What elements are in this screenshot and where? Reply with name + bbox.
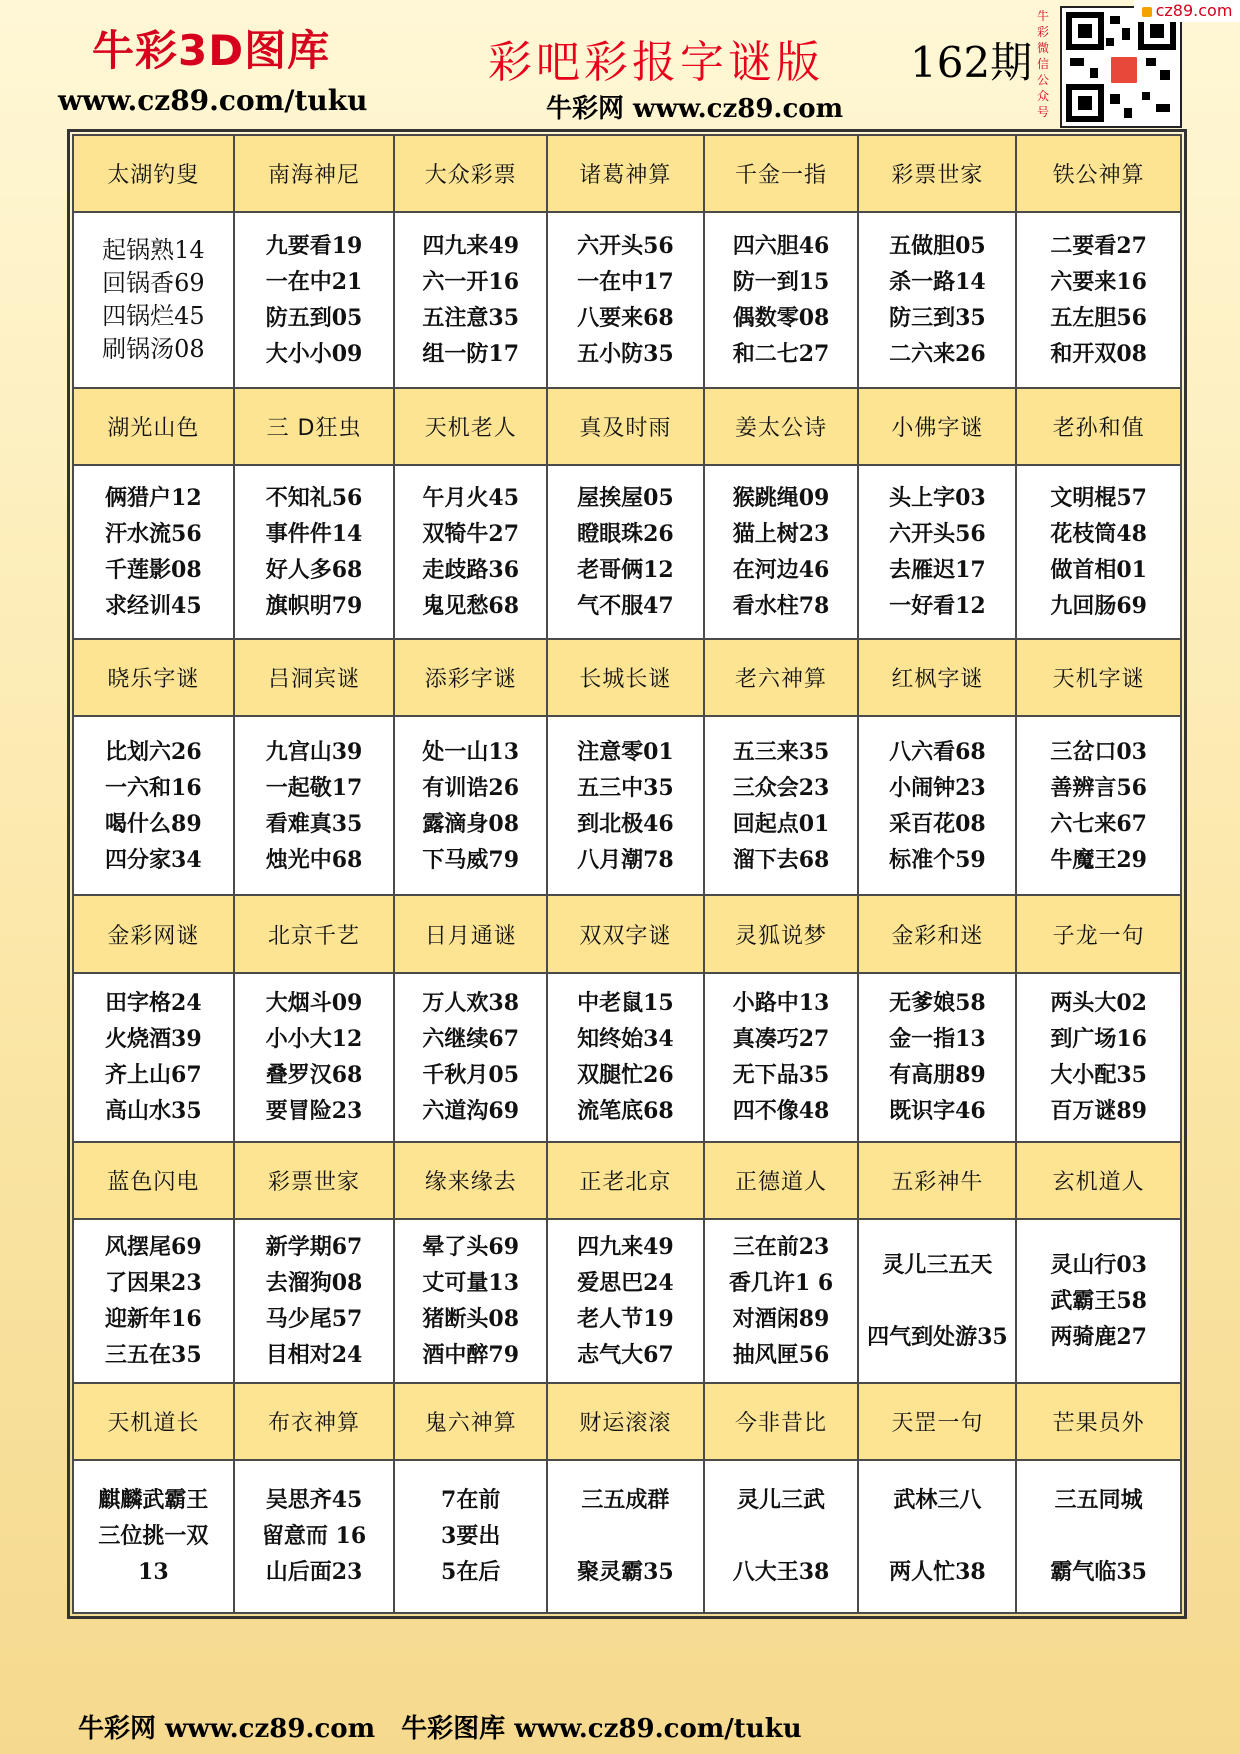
puzzle-line: 看难真35 — [265, 810, 363, 837]
column-header: 湖光山色 — [73, 388, 234, 465]
puzzle-line: 采百花08 — [889, 810, 986, 837]
puzzle-line: 花枝筒48 — [1050, 520, 1147, 547]
column-header: 长城长谜 — [547, 639, 704, 716]
footer-left-url[interactable]: 牛彩网 www.cz89.com — [78, 1714, 376, 1744]
puzzle-line: 13 — [138, 1559, 169, 1586]
puzzle-line: 有训诰26 — [422, 774, 520, 801]
footer — [78, 1708, 828, 1745]
puzzle-cell — [394, 1219, 547, 1382]
puzzle-line: 爱思巴24 — [577, 1269, 674, 1296]
puzzle-line: 俩猎户12 — [105, 484, 202, 511]
column-header: 三 D狂虫 — [234, 388, 395, 465]
column-header: 南海神尼 — [234, 135, 395, 212]
puzzle-line: 回起点01 — [732, 810, 830, 837]
column-header: 五彩神牛 — [858, 1142, 1016, 1219]
puzzle-line: 去雁迟17 — [889, 556, 986, 583]
puzzle-line: 三五同城 — [1054, 1487, 1143, 1514]
spacer — [859, 1283, 1015, 1319]
puzzle-line: 二六来26 — [889, 341, 986, 368]
column-header: 老六神算 — [704, 639, 859, 716]
puzzle-line: 一在中21 — [265, 269, 363, 296]
site-badge-text: cz89.com — [1155, 1, 1233, 20]
column-header: 彩票世家 — [234, 1142, 395, 1219]
column-header: 吕洞宾谜 — [234, 639, 395, 716]
puzzle-cell — [234, 716, 395, 895]
column-header: 千金一指 — [704, 135, 859, 212]
puzzle-line: 三岔口03 — [1050, 738, 1147, 765]
puzzle-cell — [394, 212, 547, 387]
header-row — [73, 388, 1181, 465]
column-header: 芒果员外 — [1016, 1383, 1181, 1460]
puzzle-line: 田字格24 — [105, 990, 202, 1017]
column-header: 双双字谜 — [547, 895, 704, 972]
column-header: 铁公神算 — [1016, 135, 1181, 212]
puzzle-line: 牛魔王29 — [1050, 846, 1147, 873]
puzzle-line: 下马威79 — [422, 846, 520, 873]
puzzle-line: 和开双08 — [1050, 341, 1147, 368]
puzzle-line: 叠罗汉68 — [265, 1062, 363, 1089]
puzzle-line: 六开头56 — [889, 520, 986, 547]
column-header: 天罡一句 — [858, 1383, 1016, 1460]
puzzle-line: 在河边46 — [732, 556, 830, 583]
puzzle-line: 猴跳绳09 — [732, 484, 830, 511]
puzzle-line: 风摆尾69 — [105, 1233, 202, 1260]
puzzle-line: 注意零01 — [577, 738, 674, 765]
puzzle-line: 五小防35 — [577, 341, 674, 368]
puzzle-line: 千秋月05 — [422, 1062, 520, 1089]
column-header: 诸葛神算 — [547, 135, 704, 212]
puzzle-line: 吴思齐45 — [265, 1487, 363, 1514]
puzzle-line: 聚灵霸35 — [577, 1559, 674, 1586]
puzzle-cell — [704, 973, 859, 1142]
puzzle-line: 有高朋89 — [889, 1062, 986, 1089]
puzzle-line: 留意而 16 — [261, 1523, 367, 1550]
column-header: 添彩字谜 — [394, 639, 547, 716]
puzzle-line: 对酒闲89 — [732, 1305, 830, 1332]
puzzle-line: 到广场16 — [1050, 1026, 1147, 1053]
puzzle-line: 高山水35 — [105, 1098, 202, 1125]
puzzle-cell — [73, 716, 234, 895]
puzzle-line: 无爹娘58 — [889, 990, 986, 1017]
puzzle-line: 四分家34 — [105, 846, 202, 873]
puzzle-line: 六开头56 — [577, 233, 674, 260]
column-header: 红枫字谜 — [858, 639, 1016, 716]
puzzle-line: 善辨言56 — [1050, 774, 1147, 801]
puzzle-cell — [394, 465, 547, 638]
qr-code-icon — [1060, 6, 1182, 128]
puzzle-line: 防三到35 — [889, 305, 986, 332]
puzzle-line: 九宫山39 — [265, 738, 363, 765]
puzzle-line: 一好看12 — [889, 592, 986, 619]
column-header: 金彩和迷 — [858, 895, 1016, 972]
content-row — [73, 973, 1181, 1142]
puzzle-line: 汗水流56 — [105, 520, 202, 547]
puzzle-line: 猫上树23 — [732, 520, 830, 547]
puzzle-line: 要冒险23 — [265, 1098, 363, 1125]
puzzle-line: 5在后 — [441, 1559, 501, 1586]
puzzle-line: 回锅香69 — [102, 269, 205, 298]
puzzle-line: 知终始34 — [577, 1026, 674, 1053]
puzzle-line: 鬼见愁68 — [422, 592, 520, 619]
puzzle-line: 五三中35 — [577, 774, 674, 801]
column-header: 蓝色闪电 — [73, 1142, 234, 1219]
puzzle-line: 大烟斗09 — [265, 990, 363, 1017]
puzzle-cell — [547, 973, 704, 1142]
puzzle-line: 抽风匣56 — [732, 1341, 830, 1368]
header-row — [73, 1383, 1181, 1460]
header-row — [73, 1142, 1181, 1219]
qr-logo-icon — [1108, 54, 1140, 86]
puzzle-line: 一在中17 — [577, 269, 674, 296]
puzzle-line: 武林三八 — [893, 1487, 982, 1514]
puzzle-line: 志气大67 — [577, 1341, 674, 1368]
column-header: 灵狐说梦 — [704, 895, 859, 972]
puzzle-line: 防一到15 — [732, 269, 830, 296]
puzzle-line: 标准个59 — [889, 846, 986, 873]
puzzle-line: 老人节19 — [577, 1305, 674, 1332]
spacer — [1017, 1518, 1180, 1554]
column-header: 正德道人 — [704, 1142, 859, 1219]
puzzle-cell — [547, 1219, 704, 1382]
puzzle-line: 比划六26 — [105, 738, 202, 765]
puzzle-cell — [73, 973, 234, 1142]
puzzle-line: 八月潮78 — [577, 846, 674, 873]
puzzle-line: 猪断头08 — [422, 1305, 520, 1332]
puzzle-table — [72, 134, 1182, 1614]
puzzle-line: 万人欢38 — [422, 990, 520, 1017]
puzzle-line: 八要来68 — [577, 305, 674, 332]
puzzle-line: 小路中13 — [732, 990, 830, 1017]
column-header: 玄机道人 — [1016, 1142, 1181, 1219]
puzzle-line: 香几许1 6 — [728, 1269, 834, 1296]
wechat-label: 牛彩微信公众号 — [1036, 9, 1049, 119]
puzzle-line: 四锅烂45 — [102, 302, 205, 331]
puzzle-line: 六道沟69 — [422, 1098, 520, 1125]
column-header: 鬼六神算 — [394, 1383, 547, 1460]
puzzle-line: 瞪眼珠26 — [577, 520, 674, 547]
puzzle-line: 灵儿三五天 — [882, 1251, 993, 1278]
puzzle-line: 小小大12 — [265, 1026, 363, 1053]
puzzle-cell — [704, 465, 859, 638]
puzzle-line: 马少尾57 — [265, 1305, 363, 1332]
header-row — [73, 135, 1181, 212]
puzzle-cell — [704, 1219, 859, 1382]
puzzle-line: 六继续67 — [422, 1026, 520, 1053]
puzzle-line: 齐上山67 — [105, 1062, 202, 1089]
puzzle-line: 好人多68 — [265, 556, 363, 583]
puzzle-cell — [73, 1219, 234, 1382]
puzzle-cell — [704, 716, 859, 895]
puzzle-line: 既识字46 — [889, 1098, 986, 1125]
puzzle-line: 大小小09 — [265, 341, 363, 368]
puzzle-line: 晕了头69 — [422, 1233, 520, 1260]
footer-right-url[interactable]: 牛彩图库 www.cz89.com/tuku — [401, 1714, 802, 1744]
puzzle-line: 三五成群 — [581, 1487, 670, 1514]
puzzle-line: 新学期67 — [265, 1233, 363, 1260]
puzzle-line: 五左胆56 — [1050, 305, 1147, 332]
puzzle-line: 两头大02 — [1050, 990, 1147, 1017]
puzzle-line: 双犄牛27 — [422, 520, 520, 547]
puzzle-cell — [234, 465, 395, 638]
puzzle-line: 走歧路36 — [422, 556, 520, 583]
puzzle-line: 双腿忙26 — [577, 1062, 674, 1089]
puzzle-line: 麒麟武霸王 — [98, 1487, 209, 1514]
puzzle-line: 金一指13 — [889, 1026, 986, 1053]
puzzle-line: 文明棍57 — [1050, 484, 1147, 511]
puzzle-line: 山后面23 — [265, 1559, 363, 1586]
puzzle-line: 一起敬17 — [265, 774, 363, 801]
puzzle-line: 真凑巧27 — [732, 1026, 830, 1053]
puzzle-line: 小闹钟23 — [889, 774, 986, 801]
spacer — [548, 1518, 703, 1554]
puzzle-cell — [73, 465, 234, 638]
column-header: 太湖钓叟 — [73, 135, 234, 212]
puzzle-line: 三五在35 — [105, 1341, 202, 1368]
puzzle-line: 屋挨屋05 — [577, 484, 674, 511]
puzzle-line: 无下品35 — [732, 1062, 830, 1089]
puzzle-line: 六要来16 — [1050, 269, 1147, 296]
puzzle-line: 两骑鹿27 — [1050, 1323, 1147, 1350]
puzzle-cell — [704, 1460, 859, 1613]
puzzle-line: 丈可量13 — [422, 1269, 520, 1296]
puzzle-line: 防五到05 — [265, 305, 363, 332]
puzzle-line: 组一防17 — [422, 341, 520, 368]
puzzle-line: 八六看68 — [889, 738, 986, 765]
puzzle-line: 四气到处游35 — [867, 1323, 1008, 1350]
puzzle-cell — [394, 973, 547, 1142]
lock-icon — [1142, 7, 1152, 17]
column-header: 天机字谜 — [1016, 639, 1181, 716]
puzzle-line: 四不像48 — [732, 1098, 830, 1125]
puzzle-line: 刷锅汤08 — [102, 335, 205, 364]
puzzle-line: 旗帜明79 — [265, 592, 363, 619]
column-header: 晓乐字谜 — [73, 639, 234, 716]
puzzle-cell — [1016, 973, 1181, 1142]
puzzle-line: 头上字03 — [889, 484, 986, 511]
puzzle-line: 目相对24 — [265, 1341, 363, 1368]
puzzle-line: 酒中醉79 — [422, 1341, 520, 1368]
column-header: 日月通谜 — [394, 895, 547, 972]
puzzle-line: 五注意35 — [422, 305, 520, 332]
column-header: 北京千艺 — [234, 895, 395, 972]
column-header: 彩票世家 — [858, 135, 1016, 212]
puzzle-line: 四九来49 — [422, 233, 520, 260]
puzzle-line: 六七来67 — [1050, 810, 1147, 837]
qr-finder — [1066, 12, 1104, 50]
puzzle-line: 五做胆05 — [889, 233, 986, 260]
puzzle-line: 三位挑一双 — [98, 1523, 209, 1550]
puzzle-cell — [858, 1460, 1016, 1613]
puzzle-cell — [547, 465, 704, 638]
puzzle-line: 溜下去68 — [732, 846, 830, 873]
puzzle-line: 灵山行03 — [1050, 1251, 1147, 1278]
issue-number: 162期 — [910, 38, 1033, 87]
column-header: 布衣神算 — [234, 1383, 395, 1460]
puzzle-line: 迎新年16 — [105, 1305, 202, 1332]
spacer — [859, 1518, 1015, 1554]
column-header: 今非昔比 — [704, 1383, 859, 1460]
puzzle-line: 事件件14 — [265, 520, 363, 547]
puzzle-cell — [394, 716, 547, 895]
content-row — [73, 212, 1181, 387]
puzzle-cell — [234, 212, 395, 387]
puzzle-line: 杀一路14 — [889, 269, 986, 296]
sub-url[interactable]: 牛彩网 www.cz89.com — [546, 94, 844, 124]
brand-title: 牛彩3D图库 — [92, 26, 331, 75]
puzzle-line: 三众会23 — [732, 774, 830, 801]
content-row — [73, 465, 1181, 638]
puzzle-line: 五三来35 — [732, 738, 830, 765]
puzzle-cell — [858, 465, 1016, 638]
column-header: 缘来缘去 — [394, 1142, 547, 1219]
puzzle-line: 流笔底68 — [577, 1098, 674, 1125]
puzzle-line: 偶数零08 — [732, 305, 830, 332]
puzzle-line: 九回肠69 — [1050, 592, 1147, 619]
puzzle-cell — [1016, 716, 1181, 895]
puzzle-line: 喝什么89 — [105, 810, 202, 837]
puzzle-cell — [234, 1460, 395, 1613]
puzzle-cell — [1016, 1460, 1181, 1613]
puzzle-line: 和二七27 — [732, 341, 830, 368]
puzzle-cell — [547, 716, 704, 895]
puzzle-line: 四九来49 — [577, 1233, 674, 1260]
puzzle-cell — [704, 212, 859, 387]
puzzle-cell — [1016, 465, 1181, 638]
puzzle-line: 两人忙38 — [889, 1559, 986, 1586]
puzzle-cell — [234, 1219, 395, 1382]
brand-url[interactable]: www.cz89.com/tuku — [58, 84, 368, 117]
puzzle-line: 处一山13 — [422, 738, 520, 765]
puzzle-line: 火烧酒39 — [105, 1026, 202, 1053]
column-header: 大众彩票 — [394, 135, 547, 212]
puzzle-line: 四六胆46 — [732, 233, 830, 260]
column-header: 子龙一句 — [1016, 895, 1181, 972]
puzzle-line: 百万谜89 — [1050, 1098, 1147, 1125]
column-header: 金彩网谜 — [73, 895, 234, 972]
puzzle-line: 3要出 — [441, 1523, 501, 1550]
spacer — [705, 1518, 858, 1554]
puzzle-line: 灵儿三武 — [737, 1487, 826, 1514]
puzzle-cell — [1016, 212, 1181, 387]
puzzle-line: 到北极46 — [577, 810, 674, 837]
puzzle-line: 去溜狗08 — [265, 1269, 363, 1296]
puzzle-cell — [73, 212, 234, 387]
puzzle-line: 了因果23 — [105, 1269, 202, 1296]
column-header: 正老北京 — [547, 1142, 704, 1219]
puzzle-cell — [547, 1460, 704, 1613]
puzzle-cell — [394, 1460, 547, 1613]
content-row — [73, 1460, 1181, 1613]
puzzle-cell — [858, 716, 1016, 895]
puzzle-cell — [234, 973, 395, 1142]
puzzle-line: 六一开16 — [422, 269, 520, 296]
puzzle-line: 中老鼠15 — [577, 990, 674, 1017]
puzzle-line: 求经训45 — [105, 592, 202, 619]
main-title: 彩吧彩报字谜版 — [488, 37, 824, 88]
puzzle-cell — [1016, 1219, 1181, 1382]
puzzle-line: 三在前23 — [732, 1233, 830, 1260]
puzzle-cell — [73, 1460, 234, 1613]
puzzle-line: 起锅熟14 — [102, 236, 205, 265]
header-row — [73, 639, 1181, 716]
puzzle-line: 老哥俩12 — [577, 556, 674, 583]
column-header: 财运滚滚 — [547, 1383, 704, 1460]
puzzle-line: 7在前 — [441, 1487, 501, 1514]
puzzle-line: 九要看19 — [265, 233, 363, 260]
puzzle-cell — [858, 973, 1016, 1142]
column-header: 姜太公诗 — [704, 388, 859, 465]
column-header: 天机老人 — [394, 388, 547, 465]
puzzle-line: 二要看27 — [1050, 233, 1147, 260]
puzzle-line: 武霸王58 — [1050, 1287, 1147, 1314]
puzzle-line: 烛光中68 — [265, 846, 363, 873]
puzzle-line: 不知礼56 — [265, 484, 363, 511]
puzzle-line: 大小配35 — [1050, 1062, 1147, 1089]
puzzle-line: 霸气临35 — [1050, 1559, 1147, 1586]
puzzle-cell — [858, 212, 1016, 387]
puzzle-line: 看水柱78 — [732, 592, 830, 619]
puzzle-line: 露滴身08 — [422, 810, 520, 837]
column-header: 天机道长 — [73, 1383, 234, 1460]
puzzle-line: 千莲影08 — [105, 556, 202, 583]
content-row — [73, 716, 1181, 895]
puzzle-cell — [547, 212, 704, 387]
puzzle-cell — [858, 1219, 1016, 1382]
puzzle-line: 八大王38 — [732, 1559, 830, 1586]
column-header: 小佛字谜 — [858, 388, 1016, 465]
puzzle-line: 一六和16 — [105, 774, 202, 801]
puzzle-line: 午月火45 — [422, 484, 520, 511]
puzzle-line: 做首相01 — [1050, 556, 1147, 583]
qr-finder — [1066, 84, 1104, 122]
column-header: 真及时雨 — [547, 388, 704, 465]
puzzle-line: 气不服47 — [577, 592, 674, 619]
content-row — [73, 1219, 1181, 1382]
column-header: 老孙和值 — [1016, 388, 1181, 465]
site-badge[interactable] — [1134, 0, 1240, 22]
header-row — [73, 895, 1181, 972]
